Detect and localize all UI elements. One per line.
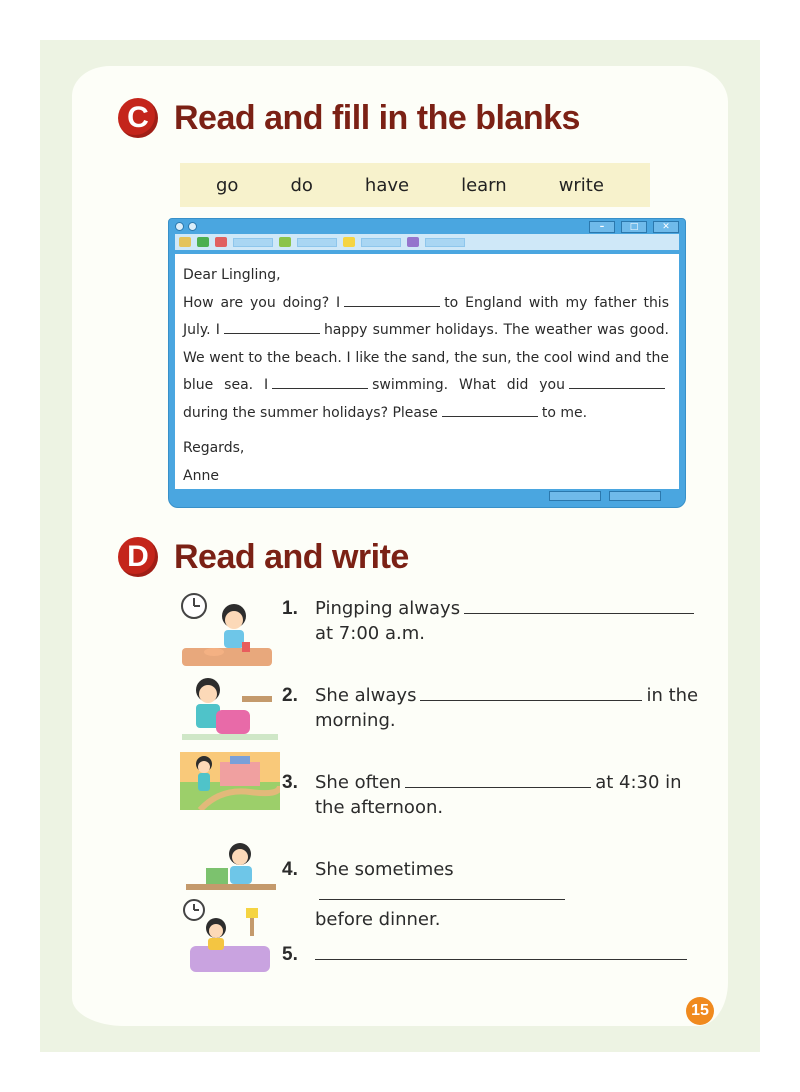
email-closing: Regards, [183,440,245,456]
exercise-5 [282,942,702,967]
toolbar-field[interactable] [297,238,337,247]
email-text: swimming. What did you [372,377,565,393]
answer-line-3[interactable] [405,770,591,788]
exercise-number: 1. [282,598,298,619]
answer-line-4[interactable] [319,882,565,900]
blank-2[interactable] [224,320,320,334]
exercise-text: Pingping always [315,598,461,619]
status-button[interactable] [549,491,601,501]
illustration-bed [180,898,276,978]
exercise-3 [282,770,702,820]
section-c-title: Read and fill in the blanks [174,98,580,137]
exercise-text: She sometimes [315,859,454,880]
exercise-number: 3. [282,772,298,793]
blank-3[interactable] [272,375,368,389]
section-c-header [118,98,580,138]
email-greeting: Dear Lingling, [183,267,281,283]
illustration-breakfast [178,590,274,670]
email-signature: Anne [183,467,219,484]
exercise-text: the afternoon. [315,797,444,818]
word-bank-item: go [216,174,239,196]
word-bank-item: do [290,174,313,196]
exercise-number: 4. [282,859,298,880]
section-d-header [118,537,409,577]
image-icon[interactable] [407,237,419,247]
attach-icon[interactable] [279,237,291,247]
exercise-text: before dinner. [315,909,441,930]
toolbar-field[interactable] [361,238,401,247]
exercise-text: in the [646,685,699,706]
exercise-4 [282,857,702,932]
section-d-title: Read and write [174,537,409,576]
email-toolbar [175,234,679,250]
word-bank [180,163,650,207]
word-bank-item: have [364,174,410,196]
blank-1[interactable] [344,293,440,307]
exercise-1 [282,596,702,646]
exercise-number: 5. [282,944,298,965]
email-status-bar [175,491,679,503]
email-text: during the summer holidays? Please [183,404,438,421]
maximize-button[interactable]: □ [621,221,647,233]
minimize-button[interactable]: – [589,221,615,233]
email-text: to me. [541,404,588,421]
status-button[interactable] [609,491,661,501]
contact-icon[interactable] [215,237,227,247]
illustration-park [180,752,280,810]
email-window [168,218,686,508]
exercise-text: She always [315,685,417,706]
toolbar-field[interactable] [425,238,465,247]
word-bank-item: write [558,174,604,196]
exercise-text: She often [315,772,402,793]
section-c-badge: C [118,98,158,138]
exercise-number: 2. [282,685,298,706]
email-titlebar [169,219,685,234]
email-text: How are you doing? I [183,294,341,311]
app-icon [175,222,184,231]
email-body[interactable] [175,254,679,489]
blank-4[interactable] [569,375,665,389]
emoji-icon[interactable] [343,237,355,247]
illustration-packing [182,676,278,746]
blank-5[interactable] [442,403,538,417]
answer-line-5[interactable] [315,942,687,960]
toolbar-field[interactable] [233,238,273,247]
answer-line-2[interactable] [420,683,642,701]
section-d-badge: D [118,537,158,577]
download-icon[interactable] [197,237,209,247]
exercise-text: morning. [315,710,396,731]
exercise-text: at 4:30 in [595,772,682,793]
answer-line-1[interactable] [464,596,694,614]
compose-icon[interactable] [179,237,191,247]
email-paragraph [183,290,669,428]
word-bank-item: learn [461,174,507,196]
cloud-icon [188,222,197,231]
email-text: happy summer holidays. The weather was good. We went to the beach. I like the sand, the sun, the cool wind and the blue sea. I [183,322,669,393]
email-text: to England with my father this July. [183,294,669,338]
page-number-badge: 15 [686,997,714,1025]
exercise-text: at 7:00 a.m. [315,623,425,644]
illustration-reading [186,842,276,892]
close-button[interactable]: ✕ [653,221,679,233]
email-text: I [215,322,220,338]
exercise-2 [282,683,702,733]
